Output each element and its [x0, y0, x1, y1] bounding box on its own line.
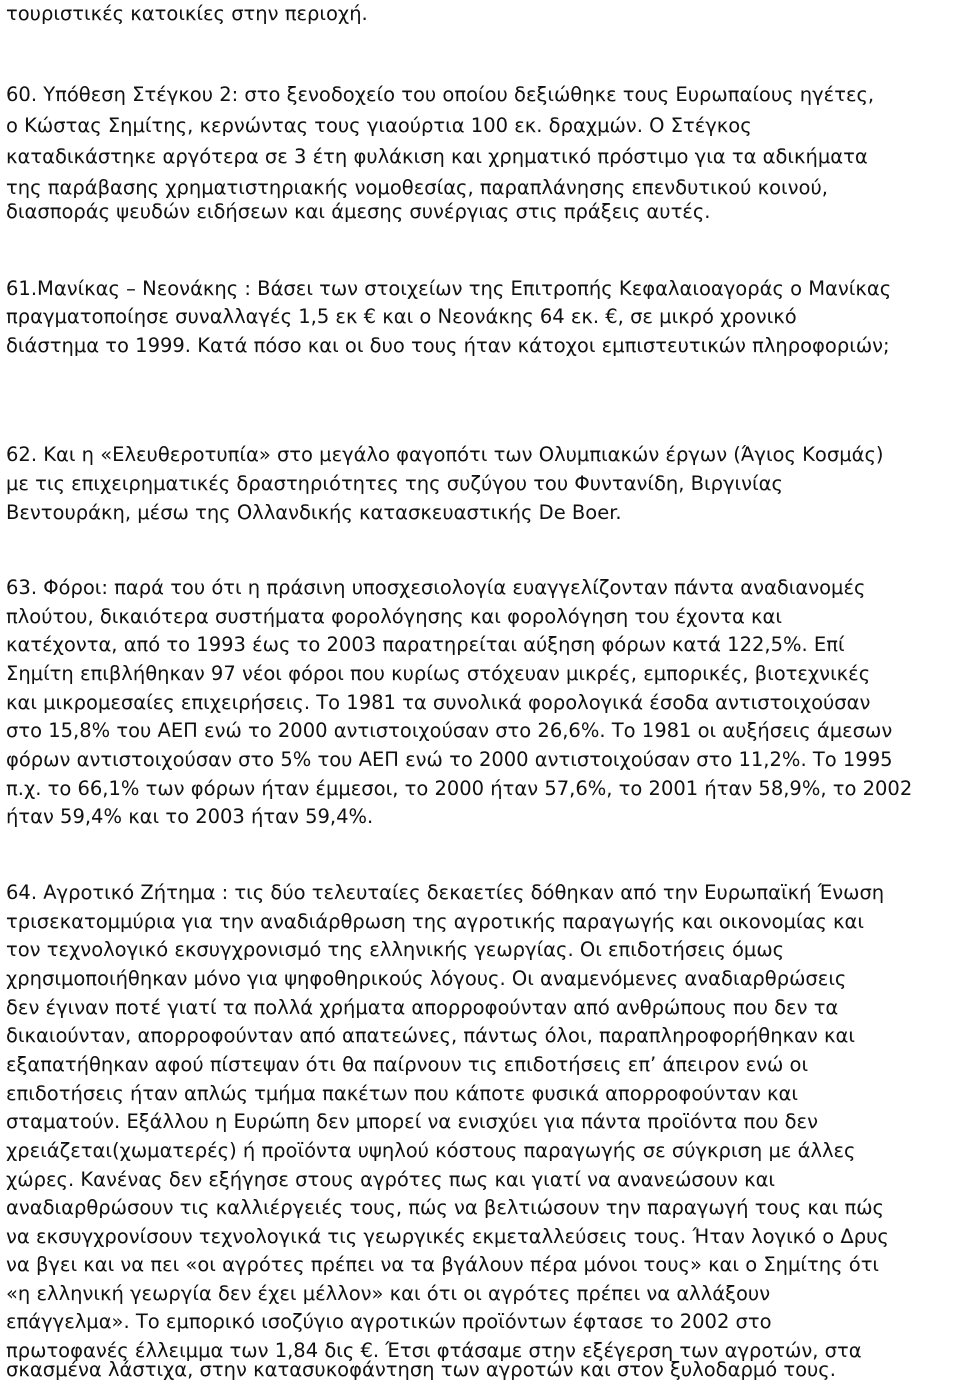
text-line: 60. Υπόθεση Στέγκου 2: στο ξενοδοχείο του οποίου δεξιώθηκε τους Ευρωπαίους ηγέτες, [6, 83, 875, 106]
text-line: πραγματοποίησε συναλλαγές 1,5 εκ € και ο Νεονάκης 64 εκ. €, σε μικρό χρονικό [6, 305, 797, 328]
text-line: κατέχοντα, από το 1993 έως το 2003 παρατηρείται αύξηση φόρων κατά 122,5%. Επί [6, 633, 845, 656]
text-line: φόρων αντιστοιχούσαν στο 5% του ΑΕΠ ενώ το 2000 αντιστοιχούσαν στο 11,2%. Το 1995 [6, 748, 893, 771]
text-line: να βγει και να πει «οι αγρότες πρέπει να τα βγάλουν πέρα μόνοι τους» και ο Σημίτης ότι [6, 1253, 880, 1276]
text-line: 62. Και η «Ελευθεροτυπία» στο μεγάλο φαγοπότι των Ολυμπιακών έργων (Άγιος Κοσμάς) [6, 443, 884, 466]
text-line: Βεντουράκη, μέσω της Ολλανδικής κατασκευαστικής De Boer. [6, 501, 622, 524]
text-line: σκασμένα λάστιχα, στην κατασυκοφάντηση των αγροτών και στον ξυλοδαρμό τους. [6, 1358, 836, 1381]
text-line: π.χ. το 66,1% των φόρων ήταν έμμεσοι, το 2000 ήταν 57,6%, το 2001 ήταν 58,9%, το 2002 [6, 777, 913, 800]
text-line: δικαιούνταν, απορροφούνταν από απατεώνες, πάντως όλοι, παραπληροφορήθηκαν και [6, 1024, 855, 1047]
text-line: 64. Αγροτικό Ζήτημα : τις δύο τελευταίες δεκαετίες δόθηκαν από την Ευρωπαϊκή Ένωση [6, 881, 885, 904]
text-line: χρειάζεται(χωματερές) ή προϊόντα υψηλού κόστους παραγωγής σε σύγκριση με άλλες [6, 1139, 856, 1162]
text-line: χρησιμοποιήθηκαν μόνο για ψηφοθηρικούς λόγους. Οι αναμενόμενες αναδιαρθρώσεις [6, 967, 847, 990]
text-line: τουριστικές κατοικίες στην περιοχή. [6, 2, 368, 25]
text-line: 61.Μανίκας – Νεονάκης : Βάσει των στοιχείων της Επιτροπής Κεφαλαιοαγοράς ο Μανίκας [6, 277, 892, 300]
text-line: στο 15,8% του ΑΕΠ ενώ το 2000 αντιστοιχούσαν στο 26,6%. Το 1981 οι αυξήσεις άμεσων [6, 719, 893, 742]
text-line: «η ελληνική γεωργία δεν έχει μέλλον» και ότι οι αγρότες πρέπει να αλλάξουν [6, 1282, 771, 1305]
text-line: με τις επιχειρηματικές δραστηριότητες της συζύγου του Φυντανίδη, Βιργινίας [6, 472, 783, 495]
text-line: της παράβασης χρηματιστηριακής νομοθεσίας, παραπλάνησης επενδυτικού κοινού, [6, 176, 828, 199]
text-line: διάστημα το 1999. Κατά πόσο και οι δυο τους ήταν κάτοχοι εμπιστευτικών πληροφοριών; [6, 334, 890, 357]
text-line: πρωτοφανές έλλειμμα των 1,84 δις €. Έτσι φτάσαμε στην εξέγερση των αγροτών, στα [6, 1339, 862, 1362]
text-line: δεν έγιναν ποτέ γιατί τα πολλά χρήματα απορροφούνταν από ανθρώπους που δεν τα [6, 996, 839, 1019]
text-line: 63. Φόροι: παρά του ότι η πράσινη υποσχεσιολογία ευαγγελίζονταν πάντα αναδιανομές [6, 576, 866, 599]
text-line: διασποράς ψευδών ειδήσεων και άμεσης συνέργιας στις πράξεις αυτές. [6, 200, 711, 223]
text-line: σταματούν. Εξάλλου η Ευρώπη δεν μπορεί να ενισχύει για πάντα προϊόντα που δεν [6, 1110, 818, 1133]
text-line: ο Κώστας Σημίτης, κερνώντας τους γιαούρτια 100 εκ. δραχμών. Ο Στέγκος [6, 114, 752, 137]
text-line: εξαπατήθηκαν αφού πίστεψαν ότι θα παίρνουν τις επιδοτήσεις επ’ άπειρον ενώ οι [6, 1053, 809, 1076]
text-line: Σημίτη επιβλήθηκαν 97 νέοι φόροι που κυρίως στόχευαν μικρές, εμπορικές, βιοτεχνικές [6, 662, 871, 685]
text-line: να εκσυγχρονίσουν τεχνολογικά τις γεωργικές εκμεταλλεύσεις τους. Ήταν λογικό ο Δρυς [6, 1225, 889, 1248]
text-line: και μικρομεσαίες επιχειρήσεις. Το 1981 τα συνολικά φορολογικά έσοδα αντιστοιχούσαν [6, 691, 871, 714]
text-line: χώρες. Κανένας δεν εξήγησε στους αγρότες πως και γιατί να ανανεώσουν και [6, 1168, 776, 1191]
text-line: πλούτου, δικαιότερα συστήματα φορολόγησης και φορολόγηση του έχοντα και [6, 605, 782, 628]
text-line: τον τεχνολογικό εκσυγχρονισμό της ελληνικής γεωργίας. Οι επιδοτήσεις όμως [6, 938, 785, 961]
text-line: ήταν 59,4% και το 2003 ήταν 59,4%. [6, 805, 374, 828]
text-line: αναδιαρθρώσουν τις καλλιέργειές τους, πώς να βελτιώσουν την παραγωγή τους και πώς [6, 1196, 884, 1219]
text-line: επιδοτήσεις ήταν απλώς τμήμα πακέτων που κάποτε φυσικά απορροφούνταν και [6, 1082, 798, 1105]
text-line: καταδικάστηκε αργότερα σε 3 έτη φυλάκιση και χρηματικό πρόστιμο για τα αδικήματα [6, 145, 868, 168]
text-line: επάγγελμα». Το εμπορικό ισοζύγιο αγροτικών προϊόντων έφτασε το 2002 στο [6, 1310, 772, 1333]
text-line: τρισεκατομμύρια για την αναδιάρθρωση της αγροτικής παραγωγής και οικονομίας και [6, 910, 864, 933]
